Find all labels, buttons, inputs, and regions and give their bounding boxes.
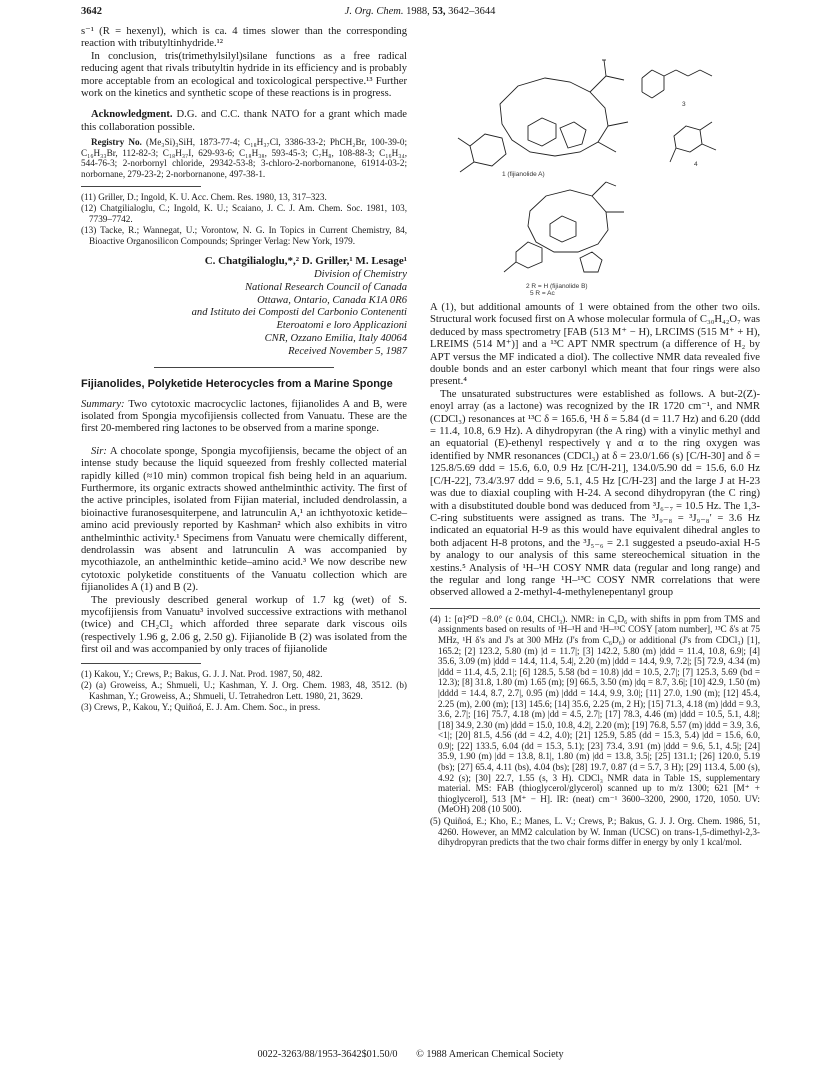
registry-numbers — [81, 137, 407, 179]
journal-pages: 3642–3644 — [448, 6, 496, 17]
acknowledgment — [81, 109, 407, 134]
sir-paragraph — [81, 446, 407, 595]
footnote-13: (13) Tacke, R.; Wannegat, U.; Vorontow, N. G. In Topics in Current Chemistry, 84, Bioactive Organosilicon Compounds; Springer Verlag: New York, 1979. — [81, 225, 407, 246]
copyright-notice: © 1988 American Chemical Society — [416, 1049, 564, 1060]
footnote-12: (12) Chatgilialoglu, C.; Ingold, K. U.; Scaiano, J. C. J. Am. Chem. Soc. 1981, 103, 7739–7742. — [81, 203, 407, 224]
journal-volume: 53, — [432, 6, 446, 17]
journal-name: J. Org. Chem. — [344, 6, 404, 17]
note-4: (4) 1: [α]²⁰D −8.0° (c 0.04, CHCl₃). NMR: in C₆D₆ with shifts in ppm from TMS and assignments based on results of ¹H–¹H and ¹H–¹³C COSY [atom number], ¹³C δ's at 75 MHz, ¹H δ's and J's at 300 MHz (J's from C₆D₆) or additional (J's from CDCl₃) [1], 165.2; [2] 123.2, 5.80 (m) |d = 11.7|; [3] 142.2, 5.80 (m) |ddd = 11.4, 10.8, 6.9|; [4] 35.6, 3.09 (m) |ddd = 14.4, 11.4, 5.4|, 2.20 (m) |ddd = 14.4, 9.9, 7.2|; [5] 72.9, 4.34 (m) |ddd = 11.4, 4.5, 2.1|; [6] 128.5, 5.58 (bd = 10.8) |dd = 10.5, 2.7|; [7] 125.3, 5.69 (bd = 12.3); [8] 31.8, 1.80 (m) 1.65 (m); [9] 66.5, 3.50 (m) |dq = 8.7, 3.6|; [10] 42.9, 1.50 (m) |dddd = 14.4, 8.7, 2.7|, 0.95 (m) |ddd = 14.4, 9.9, 3.0|; [11] 27.0, 1.90 (m); [12] 45.4, 2.25 (m), 2.00 (m); [13] 145.6; [14] 35.6, 2.25 (m, 2 H); [15] 71.3, 4.18 (m) |ddd = 9.3, 3.6, 2.7|; [16] 75.7, 4.18 (m) |dd = 4.5, 2.7|; [17] 78.3, 4.46 (m) |ddd = 10.5, 5.1, 4.8|; [18] 34.9, 2.30 (m) |ddd = 15.0, 10.8, 4.2|, 2.20 (m); [19] 76.8, 5.57 (m) |ddd = 3.9, 3.6, <1|; [20] 81.5, 4.56 (dd = 4.2, 4.0); [21] 125.9, 5.85 (dd = 15.3, 5.4) |dd = 15.6, 6.0, 0.9|; [22] 133.5, 6.04 (dd = 15.3, 5.1); [23] 73.4, 3.91 (m) |ddd = 9.6, 5.1, 4.5|; [24] 35.9, 1.90 (m) |dd = 13.8, 8.1|, 1.80 (m) |dd = 13.8, 3.5|; [25] 131.1; [26] 120.0, 5.19 (bs); [27] 65.4, 4.11 (bs), 4.04 (bs); [28] 19.7, 0.87 (d = 5.7, 3 H); [29] 113.4, 5.00 (s), 4.92 (s); [30] 22.7, 1.55 (s, 3 H). CDCl₃ NMR data in Table 1S, supplementary material. MS: FAB (thioglycerol/glycerol) scanned up to m/z 1300; 621 [M⁺ + thioglycerol], 513 [M⁺ − H]. IR: (neat) cm⁻¹ 3600–3200, 2900, 1720, 1050. UV: (MeOH) 208 (10 500). — [430, 613, 760, 815]
intro-text: s⁻¹ (R = hexenyl), which is ca. 4 times slower than the corresponding reaction with tributyltinhydride.¹² — [81, 26, 407, 50]
structure-1-drawing — [458, 60, 628, 172]
reference-3: (3) Crews, P., Kakou, Y.; Quiñoá, E. J. Am. Chem. Soc., in press. — [81, 702, 321, 713]
article-title: Fijianolides, Polyketide Heterocycles from a Marine Sponge — [81, 377, 393, 390]
affiliation-line: National Research Council of Canada — [244, 281, 407, 293]
affiliation-line: Eteroatomi e loro Applicazioni — [276, 320, 407, 332]
structures-figure — [430, 26, 760, 290]
structure-4-label: 4 — [694, 161, 698, 168]
sir-text: A chocolate sponge, Spongia mycofijiensis, became the object of an intense study because the liquid squeezed from freshly collected material rapidly killed (≈10 min) common tropical fish being held in an aquarium. Furthermore, its organic extracts showed anthelminthic activity. The first of the active principles, isolated from Fijian material, included dendrolassin, a bioinactive furanosesquiterpene, and latrunculin A,¹ an ichthyotoxic ketide–amino acid previously reported by Kashman² which also exhibits in vitro anthelminthic activity.¹ Specimens from Vanuatu were chemically different, dendrolassin was absent and latrunculin A was accompanied by mycothiazole, an anthelminthic ketide–amino acid.³ We now describe new cytotoxic polyketide constituents of the Vanuatu collection which are fijianolides A (1) and B (2). — [81, 445, 407, 594]
registry-text: (Me₃Si)₃SiH, 1873-77-4; C₁₈H₃₇Cl, 3386-33-2; PhCH₂Br, 100-39-0; C₁₆H₃₃Br, 112-82-3; C₁₈H₃₇I, 629-93-6; C₁₈H₃₈, 593-45-3; C₇H₈, 108-88-3; C₁₆H₃₄, 544-76-3; 2-norbornyl chloride, 29342-53-8; 3-chloro-2-norbornanone, 61914-03-2; norbornane, 279-23-2; 2-norbornanone, 497-38-1. — [81, 137, 407, 180]
acknowledgment-text: D.G. and C.C. thank NATO for a grant which made this collaboration possible. — [81, 109, 407, 133]
footnote-11: (11) Griller, D.; Ingold, K. U. Acc. Chem. Res. 1980, 13, 317–323. — [81, 191, 327, 202]
notes — [430, 614, 760, 848]
reference-1: (1) Kakou, Y.; Crews, P.; Bakus, G. J. J. Nat. Prod. 1987, 50, 482. — [81, 668, 323, 679]
summary — [81, 399, 407, 436]
right-paragraph-2: The unsaturated substructures were established as follows. A but-2(Z)-enoyl array (as a lactone) was recognized by the IR 1720 cm⁻¹, and NMR (CDCl₃) resonances at ¹³C δ = 165.6, ¹H δ = 5.84 (d = 11.7 Hz) and 6.20 (ddd = 11.4, 10.8, 6.9 Hz). A dihydropyran (the A ring) with a vinylic methyl and an equatorial (E)-ethenyl respectively γ and α to the ring oxygen was identified by NMR resonances (CDCl₃) at δ = 23.0/1.66 (s) [C/H-30] and δ = 125.8/5.69 ddd = 15.6, 6.0, 0.9 Hz [C/H-21], 134.0/5.90 dd = 15.6, 6.0 Hz [C/H-22], 73.4/3.97 ddd = 9.6, 5.1, 4.5 Hz [C/H-23] and the large J at H-23 was due to diaxial coupling with H-24. A second dihydropyran (the C ring) with a disubstituted double bond was deduced from ³J₆₋₇ = 10.5 Hz. The 1,3-C-ring substituents were assigned as trans. The ³J₉₋₈ = ³J₉₋₈′ = 3.6 Hz indicated an equatorial H-9 as this would have equivalent dihedral angles to both adjacent H-8 protons, and the ³J₅₋₆ = 2.1 suggested a pseudo-axial H-5 by analogy to our analysis of this same stereochemical situation in the xestins.⁵ Analysis of ¹H–¹H COSY NMR data (regular and long range) and the regular and long range ¹H–¹³C COSY NMR correlations that were observed allowed a 2-methyl-4-methylenepentanyl group — [430, 388, 760, 599]
right-column — [430, 290, 760, 849]
page-header — [81, 6, 759, 22]
left-column — [81, 26, 407, 714]
structure-3-drawing — [642, 70, 712, 98]
received-date: Received November 5, 1987 — [288, 345, 407, 357]
affiliation-line: Division of Chemistry — [314, 269, 407, 280]
section-rule — [154, 367, 334, 368]
sir-label: Sir: — [91, 445, 107, 457]
bottom-references — [81, 669, 407, 713]
structure-5-label: 5 R = Ac — [530, 290, 555, 297]
structure-1-label: 1 (fijianolide A) — [502, 171, 545, 178]
structure-2-label: 2 R = H (fijianolide B) — [526, 283, 588, 290]
summary-text: Two cytotoxic macrocyclic lactones, fijianolides A and B, were isolated from Spongia mycofijiensis collected from Vanuatu. These are the first 20-membered ring lactones to be observed from a marine sponge. — [81, 398, 407, 435]
page-number: 3642 — [81, 6, 102, 17]
structure-2-drawing — [504, 182, 624, 272]
notes-section — [430, 608, 760, 848]
acknowledgment-label: Acknowledgment. — [91, 109, 173, 121]
affiliation-line: CNR, Ozzano Emilia, Italy 40064 — [264, 332, 407, 344]
authors: C. Chatgilialoglu,*,² D. Griller,¹ M. Lesage¹ — [204, 254, 407, 267]
conclusion-paragraph: In conclusion, tris(trimethylsilyl)silane functions as a free radical reducing agent that rivals tributyltin hydride in its efficiency and is probably more acceptable from an ecological and toxicological perspective.¹³ Further work on the kinetics and synthetic scope of these reactions is in progress. — [81, 50, 407, 100]
affiliation-line: Ottawa, Ontario, Canada K1A 0R6 — [257, 294, 407, 306]
notes-rule — [430, 608, 760, 609]
footnote-rule — [81, 186, 201, 187]
journal-year: 1988, — [406, 6, 430, 17]
workup-paragraph: The previously described general workup of 1.7 kg (wet) of S. mycofijiensis from Vanuatu³ involved successive extractions with methanol (twice) and CH₂Cl₂ which afforded three separate dark viscous oils (respectively 1.96 g, 2.06 g, 2.50 g). Fijianolide B (2) was isolated from the first oil and was accompanied by only traces of fijianolide — [81, 594, 407, 656]
note-5: (5) Quiñoá, E.; Kho, E.; Manes, L. V.; Crews, P.; Bakus, G. J. J. Org. Chem. 1986, 51, 4260. However, an MM2 calculation by W. Inman (UCSC) on trans-1,5-dimethyl-2,3-dihydropyran predicts that the two chair forms differ in energy by only 1 kcal/mol. — [430, 816, 760, 848]
structure-3-label: 3 — [682, 101, 686, 108]
reference-2: (2) (a) Groweiss, A.; Shmueli, U.; Kashman, Y. J. Org. Chem. 1983, 48, 3512. (b) Kashman, Y.; Groweiss, A.; Shmueli, U. Tetrahedron Lett. 1980, 21, 3629. — [81, 680, 407, 701]
issn-code: 0022-3263/88/1953-3642$01.50/0 — [257, 1049, 398, 1060]
registry-label: Registry No. — [91, 137, 142, 148]
footnotes — [81, 192, 407, 247]
right-paragraph-1: A (1), but additional amounts of 1 were obtained from the other two oils. Structural work focused first on A whose molecular formula of C₃₀H₄₂O₇ was deduced by mass spectrometry [FAB (513 M⁺ − H), LRCIMS (515 M⁺ + H), LREIMS (514 M⁺)] and a ¹³C APT NMR spectrum (a difference of H₂ by APT versus the MF indicated a diol). The collective NMR data revealed five double bonds and an ester carbonyl which meant that four rings were also present.⁴ — [430, 302, 760, 388]
footnote-rule — [81, 663, 201, 664]
affiliation-line: and Istituto dei Composti del Carbonio Contenenti — [191, 307, 407, 319]
page-footer — [0, 1049, 821, 1060]
journal-citation — [81, 6, 759, 17]
structure-4-drawing — [670, 122, 716, 162]
summary-label: Summary: — [81, 398, 125, 410]
